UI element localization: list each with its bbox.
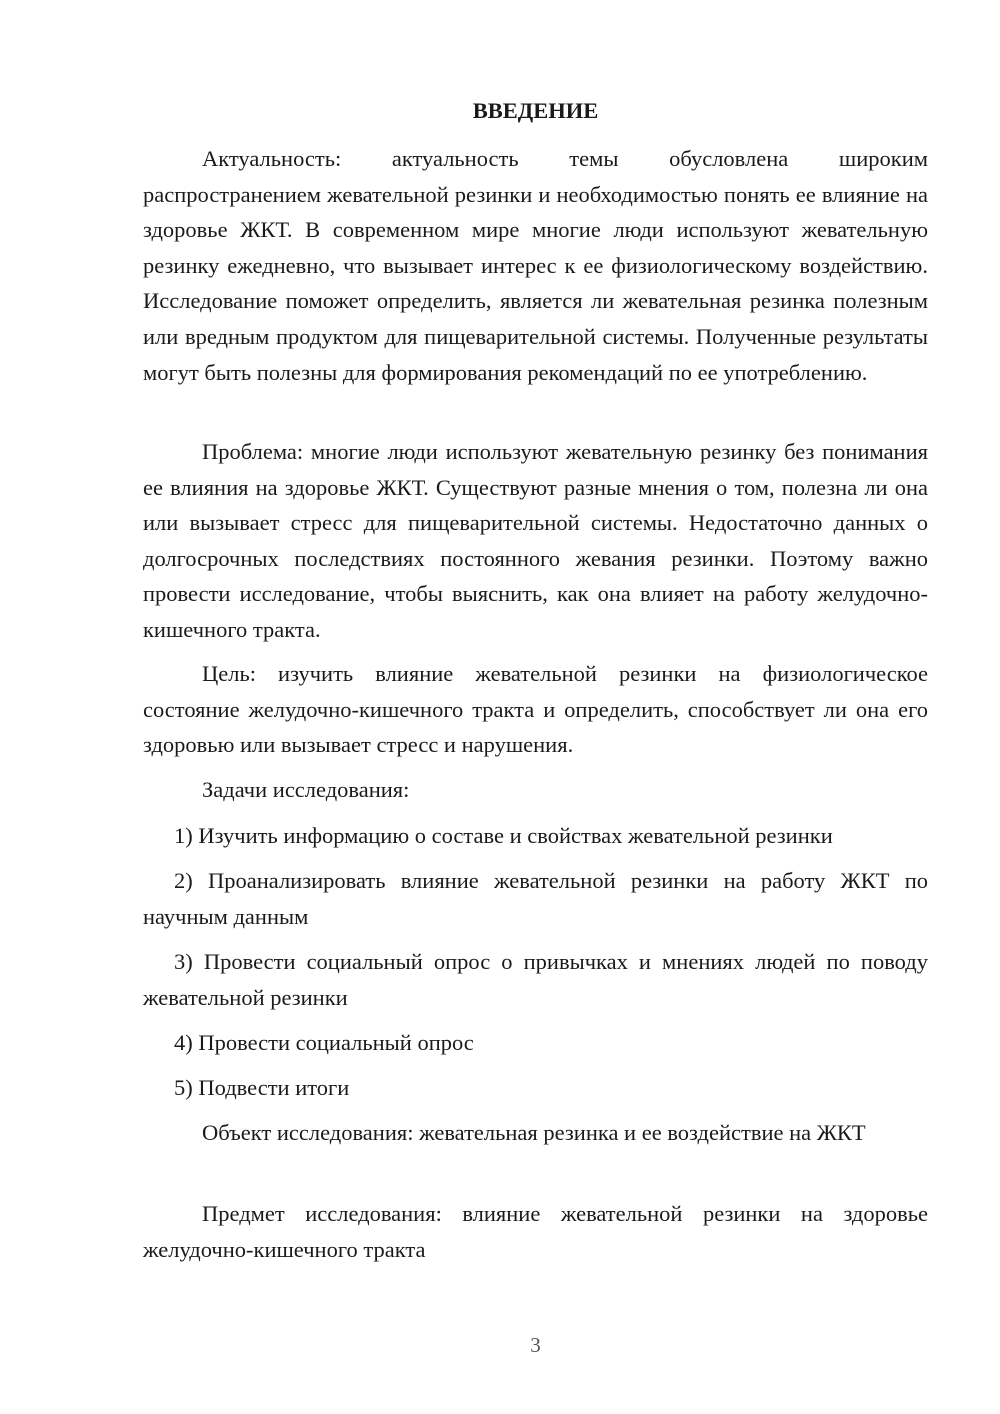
page-number: 3 <box>530 1333 541 1357</box>
task-item-4: 4) Провести социальный опрос <box>174 1030 474 1055</box>
document-page <box>143 0 928 1414</box>
paragraph-problem: Проблема: многие люди используют жевательную резинку без понимания ее влияния на здоровье ЖКТ. Существуют разные мнения о том, полезна ли она или вызывает стресс для пищеварительной системы. Недостаточно данных о долгосрочных последствиях постоянного жевания резинки. Поэтому важно провести исследование, чтобы выяснить, как она влияет на работу желудочно-кишечного тракта. <box>143 439 928 642</box>
task-item-5: 5) Подвести итоги <box>174 1075 350 1100</box>
paragraph-goal: Цель: изучить влияние жевательной резинки на физиологическое состояние желудочно-кишечного тракта и определить, способствует ли она его здоровью или вызывает стресс и нарушения. <box>143 661 928 758</box>
task-item-1: 1) Изучить информацию о составе и свойствах жевательной резинки <box>174 823 833 848</box>
task-item-2: 2) Проанализировать влияние жевательной резинки на работу ЖКТ по научным данным <box>143 868 928 929</box>
paragraph-object: Объект исследования: жевательная резинка и ее воздействие на ЖКТ <box>202 1120 866 1145</box>
section-title: ВВЕДЕНИЕ <box>472 98 599 123</box>
paragraph-tasks-heading: Задачи исследования: <box>202 777 410 802</box>
paragraph-subject: Предмет исследования: влияние жевательной резинки на здоровье желудочно-кишечного тракта <box>143 1201 928 1262</box>
paragraph-relevance: Актуальность: актуальность темы обусловлена широким распространением жевательной резинки и необходимостью понять ее влияние на здоровье ЖКТ. В современном мире многие люди используют жевательную резинку ежедневно, что вызывает интерес к ее физиологическому воздействию. Исследование поможет определить, является ли жевательная резинка полезным или вредным продуктом для пищеварительной системы. Полученные результаты могут быть полезны для формирования рекомендаций по ее употреблению. <box>143 146 928 385</box>
task-item-3: 3) Провести социальный опрос о привычках и мнениях людей по поводу жевательной резинки <box>143 949 928 1010</box>
